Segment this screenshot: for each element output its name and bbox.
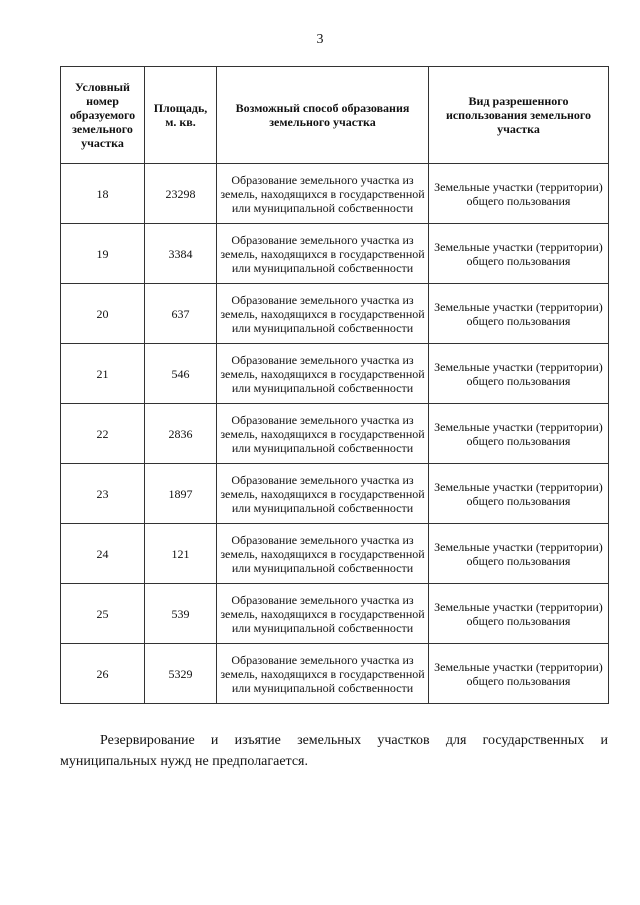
cell-plot-number: 26 xyxy=(61,644,145,704)
cell-area: 23298 xyxy=(145,164,217,224)
cell-area: 539 xyxy=(145,584,217,644)
cell-plot-number: 21 xyxy=(61,344,145,404)
cell-formation-method: Образование земельного участка из земель, находящихся в государственной или муниципальной собственности xyxy=(217,644,429,704)
cell-permitted-use: Земельные участки (территории) общего пользования xyxy=(429,644,609,704)
page-number: 3 xyxy=(316,32,324,47)
cell-area: 5329 xyxy=(145,644,217,704)
cell-plot-number: 18 xyxy=(61,164,145,224)
cell-area: 1897 xyxy=(145,464,217,524)
table-row xyxy=(61,464,609,524)
cell-area: 121 xyxy=(145,524,217,584)
cell-plot-number: 23 xyxy=(61,464,145,524)
table-row xyxy=(61,644,609,704)
cell-area: 546 xyxy=(145,344,217,404)
cell-plot-number: 24 xyxy=(61,524,145,584)
cell-formation-method: Образование земельного участка из земель, находящихся в государственной или муниципальной собственности xyxy=(217,464,429,524)
cell-plot-number: 19 xyxy=(61,224,145,284)
cell-plot-number: 22 xyxy=(61,404,145,464)
land-plots-table xyxy=(60,66,609,704)
table-row xyxy=(61,524,609,584)
header-plot-number: Условный номер образуемого земельного участка xyxy=(61,67,145,164)
table-row xyxy=(61,224,609,284)
cell-formation-method: Образование земельного участка из земель, находящихся в государственной или муниципальной собственности xyxy=(217,584,429,644)
cell-permitted-use: Земельные участки (территории) общего пользования xyxy=(429,344,609,404)
cell-permitted-use: Земельные участки (территории) общего пользования xyxy=(429,464,609,524)
cell-permitted-use: Земельные участки (территории) общего пользования xyxy=(429,404,609,464)
header-formation-method: Возможный способ образования земельного участка xyxy=(217,67,429,164)
cell-formation-method: Образование земельного участка из земель, находящихся в государственной или муниципальной собственности xyxy=(217,224,429,284)
cell-area: 2836 xyxy=(145,404,217,464)
table-row xyxy=(61,344,609,404)
cell-formation-method: Образование земельного участка из земель, находящихся в государственной или муниципальной собственности xyxy=(217,404,429,464)
cell-area: 3384 xyxy=(145,224,217,284)
table-row xyxy=(61,164,609,224)
cell-area: 637 xyxy=(145,284,217,344)
cell-formation-method: Образование земельного участка из земель, находящихся в государственной или муниципальной собственности xyxy=(217,524,429,584)
cell-permitted-use: Земельные участки (территории) общего пользования xyxy=(429,524,609,584)
cell-plot-number: 20 xyxy=(61,284,145,344)
table-row xyxy=(61,404,609,464)
cell-permitted-use: Земельные участки (территории) общего пользования xyxy=(429,224,609,284)
cell-formation-method: Образование земельного участка из земель, находящихся в государственной или муниципальной собственности xyxy=(217,164,429,224)
table-row xyxy=(61,284,609,344)
header-permitted-use: Вид разрешенного использования земельного участка xyxy=(429,67,609,164)
cell-permitted-use: Земельные участки (территории) общего пользования xyxy=(429,284,609,344)
header-area: Площадь, м. кв. xyxy=(145,67,217,164)
table-row xyxy=(61,584,609,644)
cell-formation-method: Образование земельного участка из земель, находящихся в государственной или муниципальной собственности xyxy=(217,284,429,344)
table-header-row xyxy=(61,67,609,164)
cell-formation-method: Образование земельного участка из земель, находящихся в государственной или муниципальной собственности xyxy=(217,344,429,404)
cell-permitted-use: Земельные участки (территории) общего пользования xyxy=(429,584,609,644)
reservation-note: Резервирование и изъятие земельных участков для государственных и муниципальных нужд не предполагается. xyxy=(60,733,608,769)
cell-plot-number: 25 xyxy=(61,584,145,644)
cell-permitted-use: Земельные участки (территории) общего пользования xyxy=(429,164,609,224)
